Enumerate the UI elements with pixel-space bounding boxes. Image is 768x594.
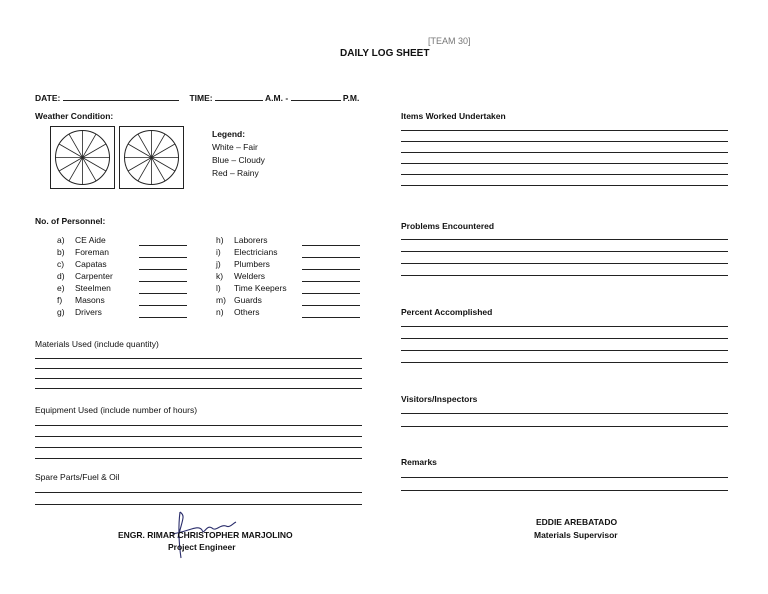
time-am-field[interactable]: [215, 91, 263, 101]
date-row: [35, 91, 359, 103]
personnel-key: e): [57, 283, 65, 293]
personnel-key: k): [216, 271, 224, 281]
problems-line[interactable]: [401, 263, 728, 264]
weather-wheel-pm[interactable]: [119, 126, 184, 189]
personnel-count-field[interactable]: [302, 281, 360, 282]
percent-line[interactable]: [401, 362, 728, 363]
legend-item-cloudy: Blue – Cloudy: [212, 155, 265, 165]
personnel-name: Capatas: [75, 259, 107, 269]
personnel-count-field[interactable]: [302, 305, 360, 306]
date-field[interactable]: [63, 91, 179, 101]
percent-line[interactable]: [401, 350, 728, 351]
pm-label: P.M.: [342, 93, 360, 103]
am-label: A.M. -: [265, 93, 289, 103]
engineer-title: Project Engineer: [168, 542, 236, 552]
supervisor-name: EDDIE AREBATADO: [536, 517, 618, 527]
personnel-name: Steelmen: [75, 283, 111, 293]
problems-line[interactable]: [401, 251, 728, 252]
spare-parts-line[interactable]: [35, 492, 362, 493]
personnel-count-field[interactable]: [302, 293, 360, 294]
personnel-key: a): [57, 235, 65, 245]
personnel-name: CE Aide: [75, 235, 106, 245]
team-label: [TEAM 30]: [428, 36, 471, 46]
personnel-name: Drivers: [75, 307, 102, 317]
legend-title: Legend:: [212, 129, 246, 139]
visitors-line[interactable]: [401, 413, 728, 414]
weather-wheel-pm-icon: [120, 127, 183, 188]
personnel-name: Foreman: [75, 247, 110, 257]
personnel-name: Laborers: [234, 235, 268, 245]
legend-item-fair: White – Fair: [212, 142, 258, 152]
materials-line[interactable]: [35, 358, 362, 359]
personnel-count-field[interactable]: [139, 269, 187, 270]
personnel-key: i): [216, 247, 221, 257]
personnel-count-field[interactable]: [302, 257, 360, 258]
items-worked-label: Items Worked Undertaken: [401, 111, 506, 121]
personnel-name: Guards: [234, 295, 262, 305]
visitors-label: Visitors/Inspectors: [401, 394, 478, 404]
equipment-line[interactable]: [35, 447, 362, 448]
personnel-key: b): [57, 247, 65, 257]
equipment-line[interactable]: [35, 436, 362, 437]
personnel-count-field[interactable]: [139, 293, 187, 294]
personnel-name: Masons: [75, 295, 105, 305]
personnel-name: Plumbers: [234, 259, 270, 269]
problems-line[interactable]: [401, 239, 728, 240]
personnel-key: d): [57, 271, 65, 281]
personnel-count-field[interactable]: [302, 245, 360, 246]
materials-line[interactable]: [35, 388, 362, 389]
problems-label: Problems Encountered: [401, 221, 495, 231]
equipment-line[interactable]: [35, 425, 362, 426]
personnel-name: Others: [234, 307, 260, 317]
spare-parts-label: Spare Parts/Fuel & Oil: [35, 472, 120, 482]
personnel-key: j): [216, 259, 221, 269]
remarks-line[interactable]: [401, 477, 728, 478]
supervisor-title: Materials Supervisor: [534, 530, 618, 540]
personnel-key: g): [57, 307, 65, 317]
items-worked-line[interactable]: [401, 130, 728, 131]
percent-label: Percent Accomplished: [401, 307, 493, 317]
materials-label: Materials Used (include quantity): [35, 339, 159, 349]
personnel-key: n): [216, 307, 224, 317]
weather-label: Weather Condition:: [35, 111, 114, 121]
personnel-count-field[interactable]: [139, 317, 187, 318]
personnel-name: Welders: [234, 271, 266, 281]
personnel-label: No. of Personnel:: [35, 216, 106, 226]
personnel-count-field[interactable]: [139, 257, 187, 258]
personnel-count-field[interactable]: [139, 281, 187, 282]
materials-line[interactable]: [35, 378, 362, 379]
personnel-name: Time Keepers: [234, 283, 287, 293]
weather-wheel-am-icon: [51, 127, 114, 188]
remarks-line[interactable]: [401, 490, 728, 491]
equipment-label: Equipment Used (include number of hours): [35, 405, 198, 415]
personnel-key: f): [57, 295, 63, 305]
materials-line[interactable]: [35, 368, 362, 369]
personnel-name: Carpenter: [75, 271, 113, 281]
personnel-count-field[interactable]: [302, 317, 360, 318]
page-title: DAILY LOG SHEET: [340, 48, 430, 59]
items-worked-line[interactable]: [401, 152, 728, 153]
personnel-key: h): [216, 235, 224, 245]
weather-wheel-am[interactable]: [50, 126, 115, 189]
percent-line[interactable]: [401, 326, 728, 327]
engineer-name: ENGR. RIMAR CHRISTOPHER MARJOLINO: [118, 530, 293, 540]
time-pm-field[interactable]: [291, 91, 341, 101]
items-worked-line[interactable]: [401, 141, 728, 142]
visitors-line[interactable]: [401, 426, 728, 427]
legend-item-rainy: Red – Rainy: [212, 168, 259, 178]
items-worked-line[interactable]: [401, 174, 728, 175]
items-worked-line[interactable]: [401, 185, 728, 186]
remarks-label: Remarks: [401, 457, 437, 467]
personnel-key: c): [57, 259, 65, 269]
spare-parts-line[interactable]: [35, 504, 362, 505]
personnel-key: m): [216, 295, 226, 305]
personnel-count-field[interactable]: [139, 305, 187, 306]
personnel-count-field[interactable]: [302, 269, 360, 270]
time-label: TIME:: [189, 93, 213, 103]
personnel-key: l): [216, 283, 221, 293]
personnel-name: Electricians: [234, 247, 278, 257]
percent-line[interactable]: [401, 338, 728, 339]
equipment-line[interactable]: [35, 458, 362, 459]
problems-line[interactable]: [401, 275, 728, 276]
personnel-count-field[interactable]: [139, 245, 187, 246]
items-worked-line[interactable]: [401, 163, 728, 164]
date-label: DATE:: [35, 93, 61, 103]
